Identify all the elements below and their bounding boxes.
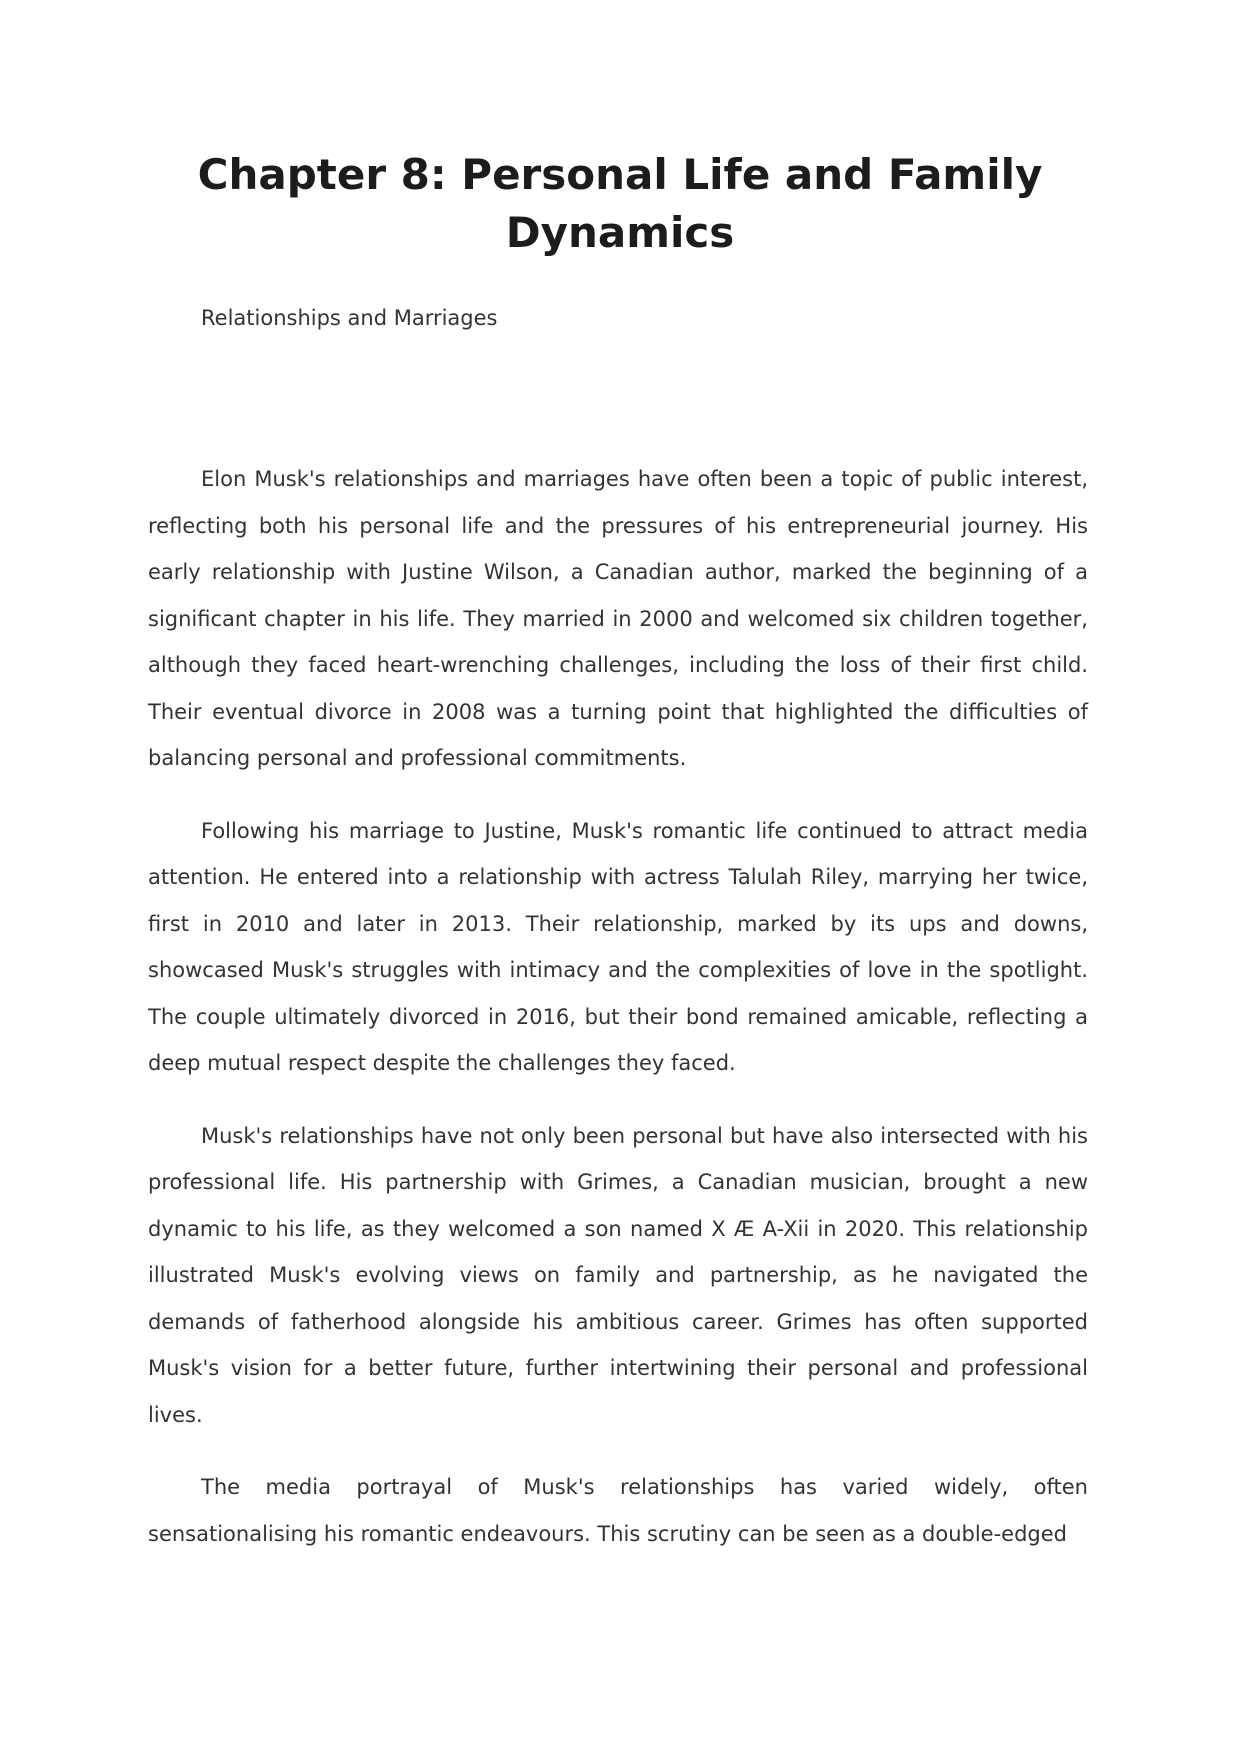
paragraph: Following his marriage to Justine, Musk's romantic life continued to attract media attention. He entered into a relationship with actress Talulah Riley, marrying her twice, first in 2010 and later in 2013. Their relationship, marked by its ups and downs, showcased Musk's struggles with intimacy and the complexities of love in the spotlight. The couple ultimately divorced in 2016, but their bond remained amicable, reflecting a deep mutual respect despite the challenges they faced. — [148, 818, 1088, 1075]
paragraph: Elon Musk's relationships and marriages have often been a topic of public interest, reflecting both his personal life and the pressures of his entrepreneurial journey. His early relationship with Justine Wilson, a Canadian author, marked the beginning of a significant chapter in his life. They married in 2000 and welcomed six children together, although they faced heart-wrenching challenges, including the loss of their first child. Their eventual divorce in 2008 was a turning point that highlighted the difficulties of balancing personal and professional commitments. — [148, 467, 1088, 770]
section-heading: Relationships and Marriages — [201, 306, 498, 330]
body-text — [148, 456, 1088, 1583]
paragraph: The media portrayal of Musk's relationships has varied widely, often sensationalising his romantic endeavours. This scrutiny can be seen as a double-edged — [148, 1475, 1088, 1546]
paragraph: Musk's relationships have not only been personal but have also intersected with his professional life. His partnership with Grimes, a Canadian musician, brought a new dynamic to his life, as they welcomed a son named X Æ A-Xii in 2020. This relationship illustrated Musk's evolving views on family and partnership, as he navigated the demands of fatherhood alongside his ambitious career. Grimes has often supported Musk's vision for a better future, further intertwining their personal and professional lives. — [148, 1123, 1088, 1427]
chapter-title: Chapter 8: Personal Life and Family Dynamics — [197, 150, 1043, 257]
